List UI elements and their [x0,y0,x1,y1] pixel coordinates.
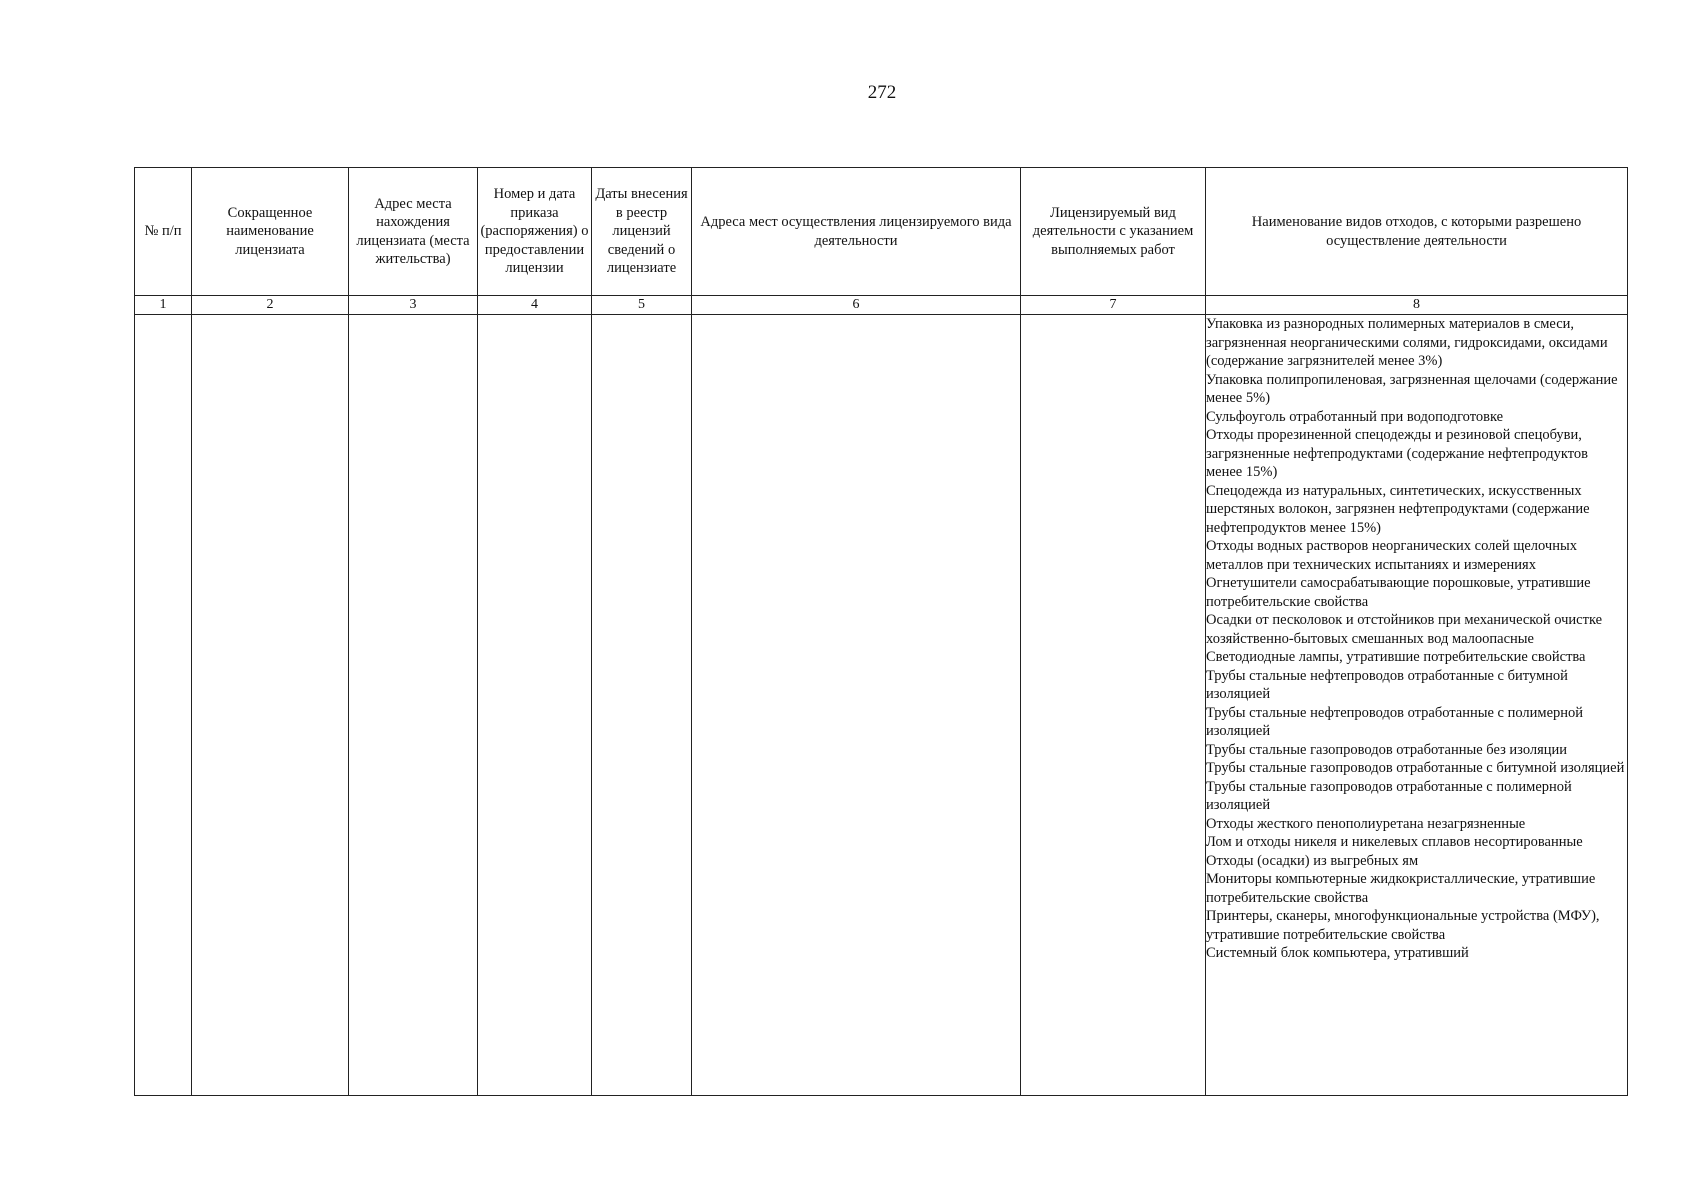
cell-waste-types [1206,315,1628,1096]
header-licensee-name: Сокращенное наименование лицензиата [192,168,349,296]
header-row [135,168,1628,296]
column-number: 8 [1206,296,1628,315]
header-licensee-address: Адрес места нахождения лицензиата (места жительства) [349,168,478,296]
cell-licensed-activity [1021,315,1206,1096]
waste-item: Отходы водных растворов неорганических солей щелочных металлов при технических испытаниях и измерениях [1206,538,1577,573]
waste-item: Светодиодные лампы, утратившие потребительские свойства [1206,649,1586,665]
cell-activity-addresses [692,315,1021,1096]
waste-item: Осадки от песколовок и отстойников при механической очистке хозяйственно-бытовых смешанных вод малоопасные [1206,612,1603,647]
waste-item: Отходы прорезиненной спецодежды и резиновой спецобуви, загрязненные нефтепродуктами (содержание нефтепродуктов менее 15%) [1206,427,1588,480]
waste-item: Упаковка полипропиленовая, загрязненная щелочами (содержание менее 5%) [1206,371,1618,406]
waste-item: Трубы стальные газопроводов отработанные с полимерной изоляцией [1206,778,1572,813]
waste-item: Отходы (осадки) из выгребных ям [1206,852,1419,869]
waste-item: Отходы жесткого пенополиуретана незагрязненные [1206,815,1526,832]
cell-order-number-date [478,315,592,1096]
waste-item: Упаковка из разнородных полимерных материалов в смеси, загрязненная неорганическими солями, гидроксидами, оксидами (содержание загрязнителей менее 3%) [1206,316,1608,369]
waste-item: Сульфоуголь отработанный при водоподготовке [1206,408,1504,425]
waste-item: Огнетушители самосрабатывающие порошковые, утратившие потребительские свойства [1206,575,1591,610]
header-order-number-date: Номер и дата приказа (распоряжения) о предоставлении лицензии [478,168,592,296]
license-registry-table [134,167,1628,1096]
cell-licensee-name [192,315,349,1096]
column-number: 5 [592,296,692,315]
header-registry-dates: Даты внесения в реестр лицензий сведений о лицензиате [592,168,692,296]
column-number: 1 [135,296,192,315]
column-number: 3 [349,296,478,315]
waste-item: Трубы стальные газопроводов отработанные с битумной изоляцией [1206,760,1625,776]
waste-item: Системный блок компьютера, утративший [1206,945,1469,961]
waste-item: Трубы стальные нефтепроводов отработанные с битумной изоляцией [1206,667,1568,702]
header-waste-types: Наименование видов отходов, с которыми разрешено осуществление деятельности [1206,168,1628,296]
cell-licensee-address [349,315,478,1096]
waste-item: Принтеры, сканеры, многофункциональные устройства (МФУ), утратившие потребительские свойства [1206,908,1600,943]
header-number: № п/п [135,168,192,296]
column-number: 4 [478,296,592,315]
waste-item: Спецодежда из натуральных, синтетических, искусственных шерстяных волокон, загрязнен нефтепродуктами (содержание нефтепродуктов менее 15%) [1206,482,1590,536]
header-licensed-activity: Лицензируемый вид деятельности с указанием выполняемых работ [1021,168,1206,296]
waste-item: Трубы стальные газопроводов отработанные без изоляции [1206,741,1568,758]
cell-number [135,315,192,1096]
page-number: 272 [867,82,897,103]
header-activity-addresses: Адреса мест осуществления лицензируемого вида деятельности [692,168,1021,296]
cell-registry-dates [592,315,692,1096]
waste-item: Лом и отходы никеля и никелевых сплавов несортированные [1206,834,1583,850]
waste-item: Трубы стальные нефтепроводов отработанные с полимерной изоляцией [1206,704,1584,739]
column-number: 2 [192,296,349,315]
table-row [135,315,1628,1096]
column-number: 7 [1021,296,1206,315]
waste-item: Мониторы компьютерные жидкокристаллические, утратившие потребительские свойства [1206,871,1596,906]
column-number-row [135,296,1628,315]
column-number: 6 [692,296,1021,315]
